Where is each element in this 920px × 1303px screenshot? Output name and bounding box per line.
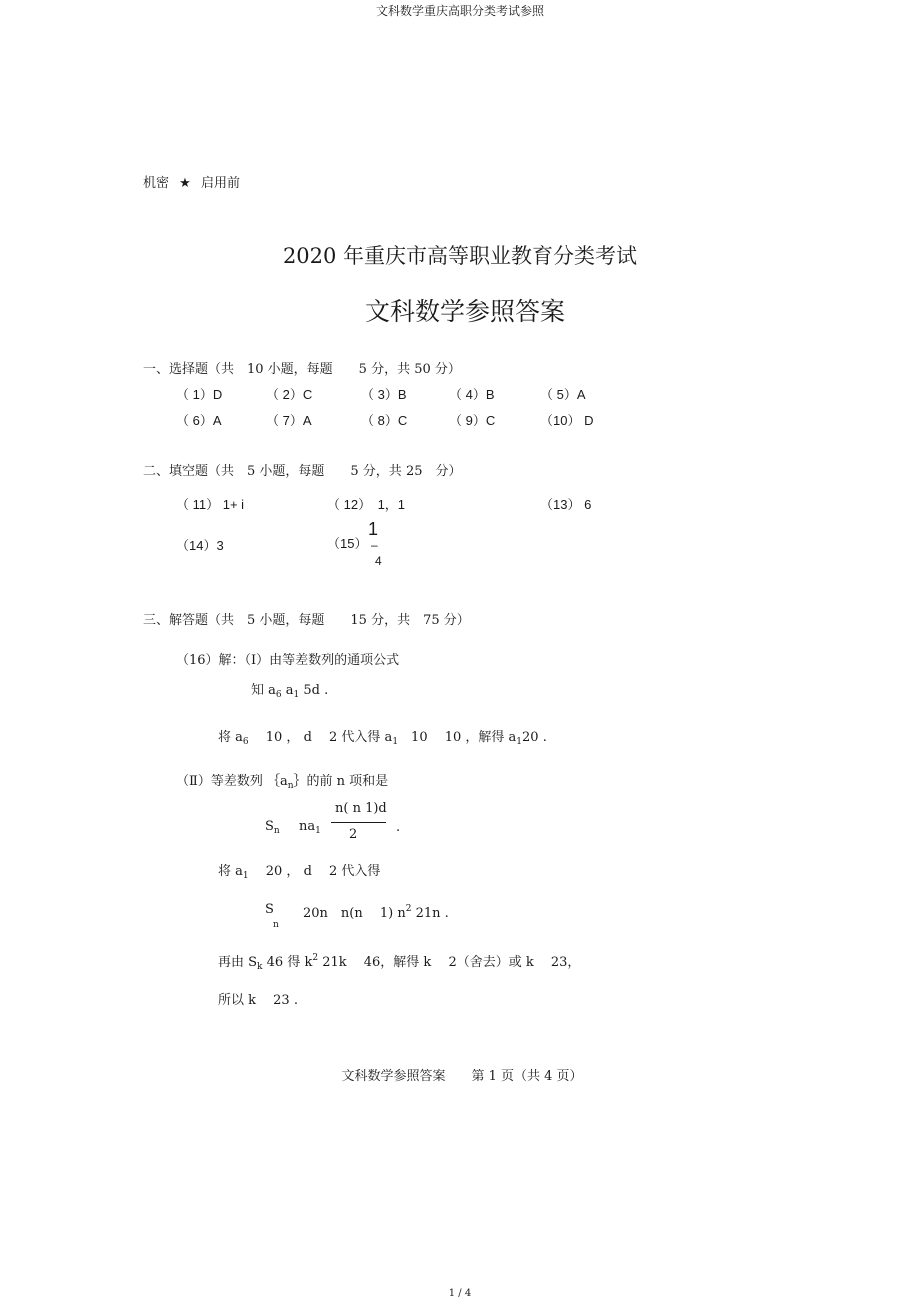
section3-heading: 三、解答题（共 5 小题，每题 15 分，共 75 分）: [143, 613, 470, 628]
answer-15-denominator: 4: [375, 554, 382, 568]
formula-line-4: 20n n(n 1) $n^2$ 21n .: [303, 904, 449, 921]
answer-9: （ 9）C: [449, 413, 496, 428]
answer-11: （ 11） 1+ i: [176, 497, 245, 512]
answer-3: （ 3）B: [361, 387, 407, 402]
running-header: 文科数学重庆高职分类考试参照: [375, 4, 544, 18]
section2-heading: 二、填空题（共 5 小题，每题 5 分，共 25 分）: [143, 464, 462, 479]
answer-10: （10） D: [540, 413, 594, 428]
section1-heading: 一、选择题（共 10 小题，每题 5 分，共 50 分）: [143, 362, 461, 377]
page-footer: 文科数学参照答案 第 1 页（共 4 页）: [341, 1069, 583, 1084]
sn-fraction-line: [331, 822, 386, 823]
formula-line-2: 将 $a_6$ 10 ， d 2 代入得 $a_1$ 10 10 ，解得 $a_120$ .: [218, 730, 547, 747]
part2-intro: （Ⅱ）等差数列 $\{a_n\}$的前 n 项和是: [176, 774, 389, 791]
exam-title: 2020 年重庆市高等职业教育分类考试: [282, 244, 638, 268]
sn-period: .: [396, 820, 401, 835]
answer-8: （ 8）C: [361, 413, 408, 428]
answer-15-numerator: 1: [368, 519, 379, 539]
sn-symbol: $S_n$: [265, 819, 280, 836]
formula-line-4-subscript: n: [273, 920, 279, 930]
answer-1: （ 1）D: [176, 387, 223, 402]
formula-line-3: 将 $a_1$ 20 ， d 2 代入得: [218, 864, 381, 881]
formula-line-1: 知 $a_6$ $a_1$ 5d .: [251, 683, 329, 700]
answer-2: （ 2）C: [266, 387, 313, 402]
answer-6: （ 6）A: [176, 413, 222, 428]
formula-line-4-s: S: [265, 902, 274, 917]
answer-7: （ 7）A: [266, 413, 312, 428]
formula-line-6: 所以 k 23 .: [218, 993, 298, 1008]
problem16-intro: （16）解：（Ⅰ）由等差数列的通项公式: [176, 653, 400, 668]
answer-4: （ 4）B: [449, 387, 495, 402]
answer-13: （13） 6: [540, 497, 592, 512]
confidential-text: 机密: [143, 176, 170, 191]
subject-title: 文科数学参照答案: [364, 297, 565, 326]
answer-15-fraction-bar: –: [371, 538, 378, 552]
sn-denominator: 2: [349, 827, 358, 842]
sn-na1: $na_1$: [299, 819, 321, 836]
answer-5: （ 5）A: [540, 387, 586, 402]
formula-line-5: 再由 $S_k$ 46 得 $k^2$ 21k 46，解得 k 2（舍去）或 k 23，: [218, 953, 581, 972]
answer-15-label: （15）: [327, 536, 368, 551]
star-icon: ★: [179, 176, 191, 191]
answer-14: （14）3: [176, 538, 224, 553]
confidential-label: [143, 172, 240, 191]
page-number: 1 / 4: [448, 1288, 472, 1299]
sn-numerator: n( n 1)d: [335, 801, 387, 816]
answer-12: （ 12） 1，1: [327, 497, 406, 512]
confidential-status: 启用前: [200, 176, 240, 191]
